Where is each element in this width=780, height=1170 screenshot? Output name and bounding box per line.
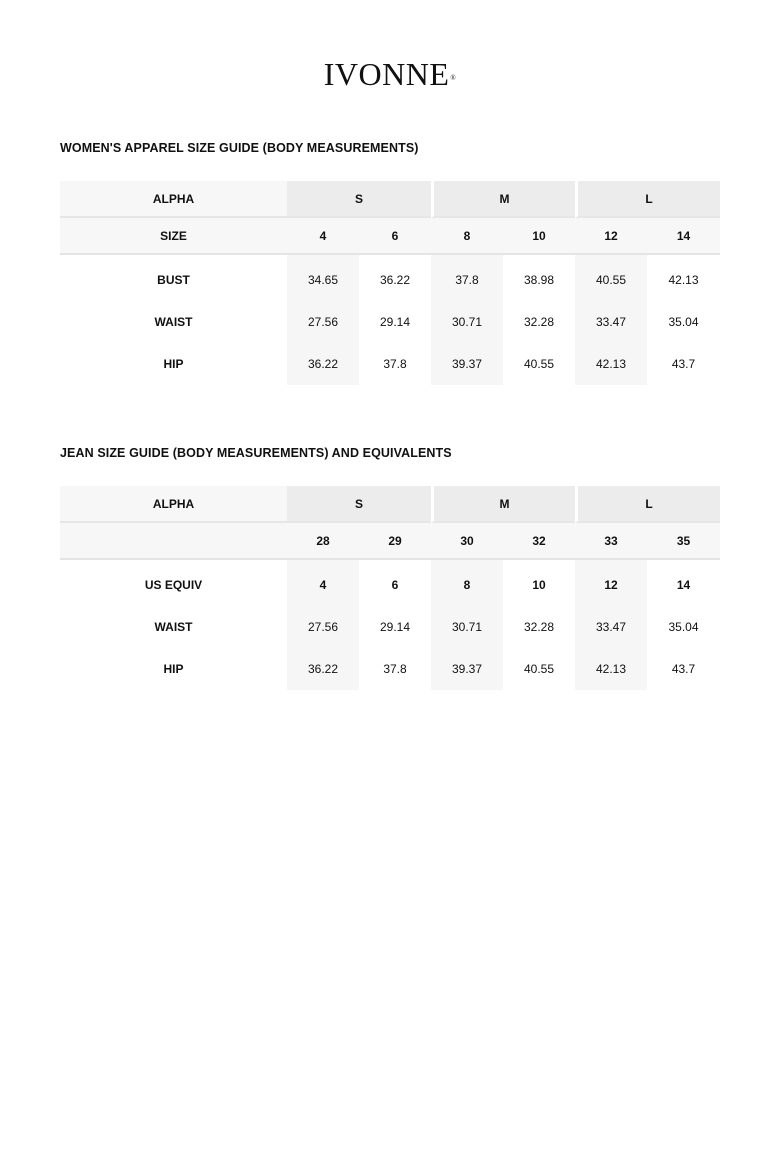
- table-cell: 40.55: [503, 648, 575, 690]
- table-cell: 35.04: [647, 301, 720, 343]
- group-s: S: [287, 486, 431, 523]
- table-cell: 4: [287, 560, 359, 606]
- table-header-size-row: [60, 523, 720, 560]
- row-label: WAIST: [60, 301, 287, 343]
- table-cell: 27.56: [287, 606, 359, 648]
- size-header: 8: [431, 218, 503, 255]
- size-header: 10: [503, 218, 575, 255]
- apparel-size-guide-title: WOMEN'S APPAREL SIZE GUIDE (BODY MEASUREMENTS): [60, 141, 419, 155]
- table-cell: 33.47: [575, 301, 647, 343]
- size-label: SIZE: [60, 218, 287, 255]
- table-cell: 35.04: [647, 606, 720, 648]
- row-label: HIP: [60, 648, 287, 690]
- table-cell: 14: [647, 560, 720, 606]
- alpha-label: ALPHA: [60, 486, 287, 523]
- table-cell: 34.65: [287, 255, 359, 301]
- size-label: [60, 523, 287, 560]
- table-row-hip: [60, 648, 720, 690]
- table-cell: 37.8: [359, 648, 431, 690]
- group-l: L: [575, 181, 720, 218]
- table-cell: 29.14: [359, 301, 431, 343]
- size-header: 29: [359, 523, 431, 560]
- table-cell: 40.55: [503, 343, 575, 385]
- table-cell: 30.71: [431, 301, 503, 343]
- table-cell: 6: [359, 560, 431, 606]
- size-header: 33: [575, 523, 647, 560]
- table-cell: 40.55: [575, 255, 647, 301]
- table-cell: 36.22: [287, 648, 359, 690]
- table-cell: 27.56: [287, 301, 359, 343]
- table-cell: 42.13: [575, 343, 647, 385]
- size-header: 32: [503, 523, 575, 560]
- table-cell: 36.22: [359, 255, 431, 301]
- table-row-waist: [60, 301, 720, 343]
- table-cell: 42.13: [575, 648, 647, 690]
- table-row-us-equiv: [60, 560, 720, 606]
- table-cell: 43.7: [647, 343, 720, 385]
- table-cell: 12: [575, 560, 647, 606]
- group-l: L: [575, 486, 720, 523]
- table-cell: 36.22: [287, 343, 359, 385]
- size-header: 6: [359, 218, 431, 255]
- brand-logo: [0, 56, 780, 92]
- size-header: 4: [287, 218, 359, 255]
- jean-size-guide-title: JEAN SIZE GUIDE (BODY MEASUREMENTS) AND EQUIVALENTS: [60, 446, 452, 460]
- table-header-alpha-row: [60, 486, 720, 523]
- size-header: 30: [431, 523, 503, 560]
- jean-size-table: [60, 486, 720, 690]
- table-cell: 43.7: [647, 648, 720, 690]
- table-cell: 37.8: [359, 343, 431, 385]
- table-row-hip: [60, 343, 720, 385]
- alpha-label: ALPHA: [60, 181, 287, 218]
- size-header: 14: [647, 218, 720, 255]
- table-cell: 30.71: [431, 606, 503, 648]
- table-cell: 38.98: [503, 255, 575, 301]
- table-cell: 32.28: [503, 606, 575, 648]
- group-m: M: [431, 486, 575, 523]
- table-row-waist: [60, 606, 720, 648]
- brand-name: IVONNE: [323, 56, 450, 92]
- registered-mark: ®: [450, 74, 457, 82]
- apparel-size-table: [60, 181, 720, 385]
- table-row-bust: [60, 255, 720, 301]
- row-label: HIP: [60, 343, 287, 385]
- table-cell: 39.37: [431, 343, 503, 385]
- row-label: US EQUIV: [60, 560, 287, 606]
- table-cell: 33.47: [575, 606, 647, 648]
- table-cell: 39.37: [431, 648, 503, 690]
- table-cell: 42.13: [647, 255, 720, 301]
- group-s: S: [287, 181, 431, 218]
- row-label: WAIST: [60, 606, 287, 648]
- group-m: M: [431, 181, 575, 218]
- table-cell: 8: [431, 560, 503, 606]
- row-label: BUST: [60, 255, 287, 301]
- size-header: 28: [287, 523, 359, 560]
- table-header-alpha-row: [60, 181, 720, 218]
- table-header-size-row: [60, 218, 720, 255]
- table-cell: 37.8: [431, 255, 503, 301]
- table-cell: 29.14: [359, 606, 431, 648]
- table-cell: 32.28: [503, 301, 575, 343]
- size-header: 35: [647, 523, 720, 560]
- table-cell: 10: [503, 560, 575, 606]
- size-header: 12: [575, 218, 647, 255]
